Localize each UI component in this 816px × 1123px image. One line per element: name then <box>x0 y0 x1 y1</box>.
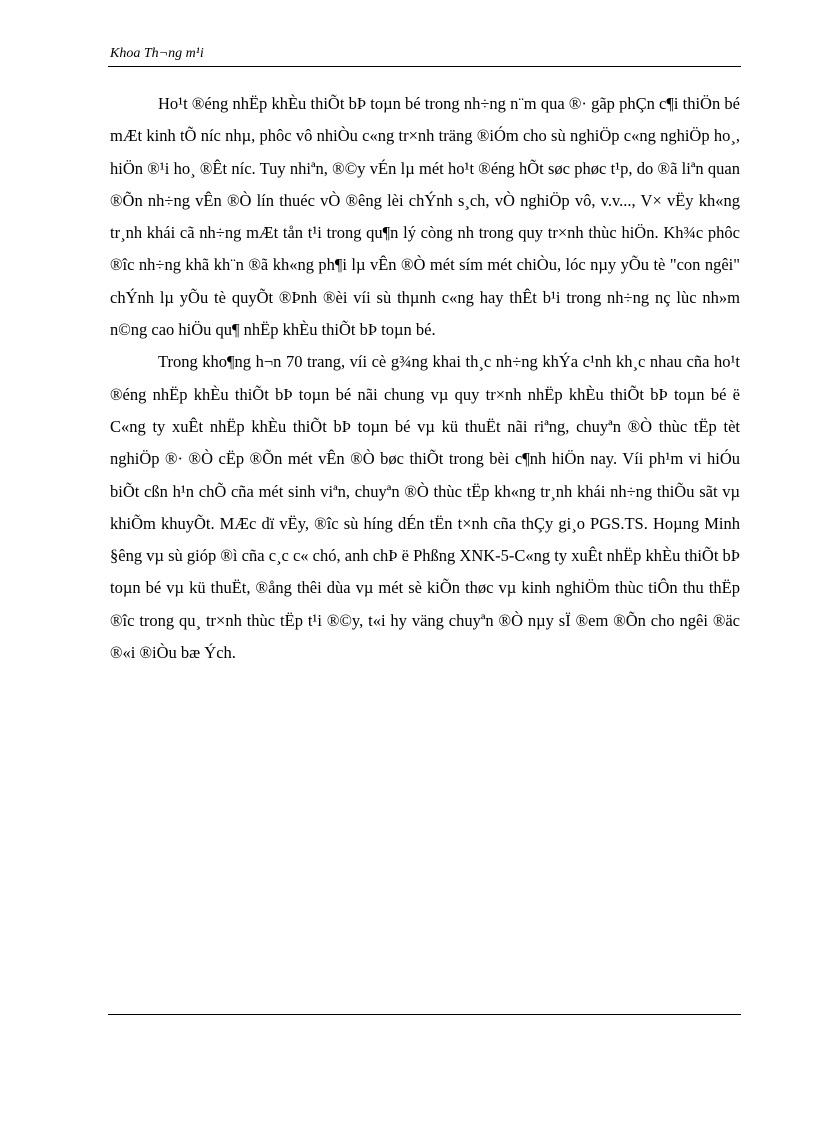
paragraph-1: Ho¹t ®éng nhËp khÈu thiÕt bÞ toµn bé trong nh÷ng n¨m qua ®· gãp phÇn c¶i thiÖn bé mÆt kinh tÕ níc nhµ, phôc vô nhiÒu c«ng tr×nh träng ®iÓm cho sù nghiÖp c«ng nghiÖp ho¸, hiÖn ®¹i ho¸ ®Êt níc. Tuy nhiªn, ®©y vÉn lµ mét ho¹t ®éng hÕt søc phøc t¹p, do ®ã liªn quan ®Õn nh÷ng vÊn ®Ò lín thuéc vÒ ®êng lèi chÝnh s¸ch, vÒ nghiÖp vô, v.v..., V× vËy kh«ng tr¸nh khái cã nh÷ng mÆt tån t¹i trong qu¶n lý còng nh trong quy tr×nh thùc hiÖn. Kh¾c phôc ®îc nh÷ng khã kh¨n ®ã kh«ng ph¶i lµ vÊn ®Ò mét sím mét chiÒu, lóc nµy yÕu tè "con ngêi" chÝnh lµ yÕu tè quyÕt ®Þnh ®èi víi sù thµnh c«ng hay thÊt b¹i trong nh÷ng nç lùc nh»m n©ng cao hiÖu qu¶ nhËp khÈu thiÕt bÞ toµn bé. <box>110 94 740 340</box>
footer-rule <box>108 1014 741 1015</box>
document-body <box>110 88 740 669</box>
page-header <box>108 44 741 67</box>
paragraph-2: Trong kho¶ng h¬n 70 trang, víi cè g¾ng khai th¸c nh÷ng khÝa c¹nh kh¸c nhau cña ho¹t ®éng nhËp khÈu thiÕt bÞ toµn bé nãi chung vµ quy tr×nh nhËp khÈu thiÕt bÞ toµn bé ë C«ng ty xuÊt nhËp khÈu thiÕt bÞ toµn bé vµ kü thuËt nãi riªng, chuyªn ®Ò thùc tËp tèt nghiÖp ®· ®Ò cËp ®Õn mét vÊn ®Ò bøc thiÕt trong bèi c¶nh hiÖn nay. Víi ph¹m vi hiÓu biÕt cßn h¹n chÕ cña mét sinh viªn, chuyªn ®Ò thùc tËp kh«ng tr¸nh khái nh÷ng thiÕu sãt vµ khiÕm khuyÕt. MÆc dï vËy, ®îc sù híng dÉn tËn t×nh cña thÇy gi¸o PGS.TS. Hoµng Minh §êng vµ sù gióp ®ì cña c¸c c« chó, anh chÞ ë Phßng XNK-5-C«ng ty xuÊt nhËp khÈu thiÕt bÞ toµn bé vµ kü thuËt, ®ång thêi dùa vµ mét sè kiÕn thøc vµ kinh nghiÖm thùc tiÔn thu thËp ®îc trong qu¸ tr×nh thùc tËp t¹i ®©y, t«i hy väng chuyªn ®Ò nµy sÏ ®em ®Õn cho ngêi ®äc ®«i ®iÒu bæ Ých. <box>110 352 740 663</box>
header-title: Khoa Th¬ng m¹i <box>110 46 204 61</box>
